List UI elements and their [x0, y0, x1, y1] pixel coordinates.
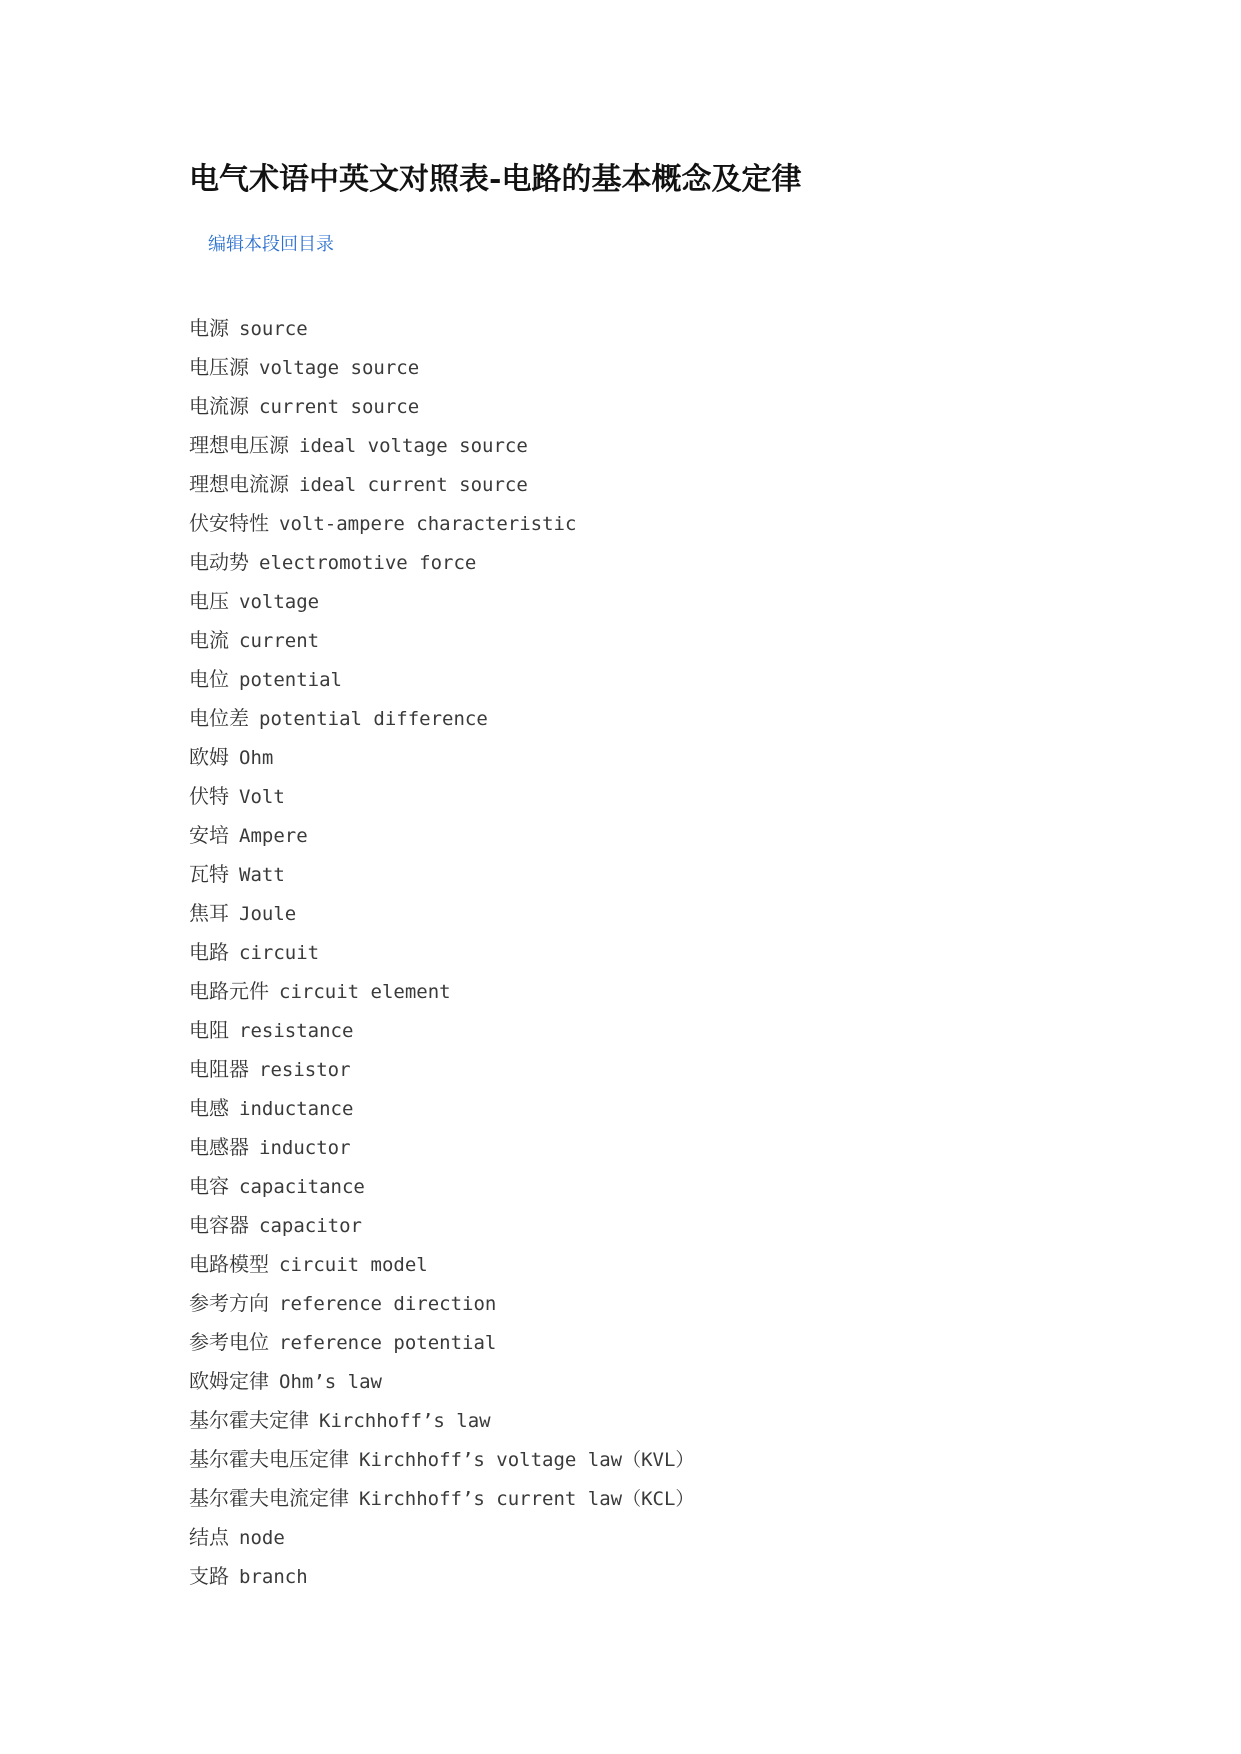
- term-chinese: 电路元件: [189, 979, 269, 1003]
- term-chinese: 电容器: [189, 1213, 249, 1237]
- term-row: [189, 777, 694, 816]
- term-row: [189, 1518, 694, 1557]
- term-chinese: 支路: [189, 1564, 229, 1588]
- term-english: potential: [239, 669, 342, 691]
- term-chinese: 电路: [189, 940, 229, 964]
- term-row: [189, 504, 694, 543]
- term-row: [189, 1479, 694, 1518]
- term-english: current: [239, 630, 320, 652]
- term-english: electromotive force: [259, 552, 477, 574]
- term-english: potential difference: [259, 708, 488, 730]
- term-row: [189, 1557, 694, 1596]
- term-english: capacitance: [239, 1176, 365, 1198]
- term-row: [189, 894, 694, 933]
- term-row: [189, 1167, 694, 1206]
- term-chinese: 电感器: [189, 1135, 249, 1159]
- term-chinese: 伏安特性: [189, 511, 269, 535]
- term-chinese: 电位: [189, 667, 229, 691]
- term-english: circuit model: [279, 1254, 428, 1276]
- term-chinese: 电源: [189, 316, 229, 340]
- term-english: Kirchhoff’s voltage law（KVL）: [359, 1449, 695, 1471]
- term-chinese: 电感: [189, 1096, 229, 1120]
- term-english: node: [239, 1527, 285, 1549]
- term-chinese: 理想电压源: [189, 433, 289, 457]
- term-row: [189, 1128, 694, 1167]
- term-row: [189, 1245, 694, 1284]
- term-chinese: 电流源: [189, 394, 249, 418]
- term-chinese: 电位差: [189, 706, 249, 730]
- term-english: resistance: [239, 1020, 354, 1042]
- term-english: circuit: [239, 942, 320, 964]
- term-english: Watt: [239, 864, 285, 886]
- term-row: [189, 738, 694, 777]
- term-english: voltage: [239, 591, 320, 613]
- term-row: [189, 348, 694, 387]
- edit-section-back-to-toc-link[interactable]: 编辑本段回目录: [208, 234, 334, 255]
- term-chinese: 电压: [189, 589, 229, 613]
- term-row: [189, 816, 694, 855]
- term-row: [189, 1050, 694, 1089]
- term-chinese: 电路模型: [189, 1252, 269, 1276]
- term-english: Ohm’s law: [279, 1371, 382, 1393]
- term-chinese: 焦耳: [189, 901, 229, 925]
- term-english: branch: [239, 1566, 308, 1588]
- term-english: Volt: [239, 786, 285, 808]
- term-chinese: 电流: [189, 628, 229, 652]
- term-chinese: 基尔霍夫电压定律: [189, 1447, 349, 1471]
- term-english: Kirchhoff’s law: [319, 1410, 491, 1432]
- term-row: [189, 309, 694, 348]
- term-english: inductor: [259, 1137, 351, 1159]
- term-row: [189, 426, 694, 465]
- term-row: [189, 1011, 694, 1050]
- term-row: [189, 1440, 694, 1479]
- term-chinese: 安培: [189, 823, 229, 847]
- term-chinese: 电阻: [189, 1018, 229, 1042]
- term-chinese: 瓦特: [189, 862, 229, 886]
- term-english: Ohm: [239, 747, 274, 769]
- term-english: voltage source: [259, 357, 420, 379]
- page-title: 电气术语中英文对照表-电路的基本概念及定律: [189, 162, 802, 197]
- term-chinese: 基尔霍夫定律: [189, 1408, 309, 1432]
- term-row: [189, 1362, 694, 1401]
- term-chinese: 电容: [189, 1174, 229, 1198]
- term-row: [189, 582, 694, 621]
- term-english: capacitor: [259, 1215, 362, 1237]
- term-english: circuit element: [279, 981, 451, 1003]
- term-row: [189, 1401, 694, 1440]
- term-chinese: 欧姆定律: [189, 1369, 269, 1393]
- term-english: Ampere: [239, 825, 308, 847]
- term-chinese: 电压源: [189, 355, 249, 379]
- term-chinese: 电动势: [189, 550, 249, 574]
- term-row: [189, 1206, 694, 1245]
- term-english: ideal current source: [299, 474, 528, 496]
- term-row: [189, 972, 694, 1011]
- term-row: [189, 933, 694, 972]
- term-row: [189, 1089, 694, 1128]
- term-chinese: 欧姆: [189, 745, 229, 769]
- term-row: [189, 621, 694, 660]
- term-english: Kirchhoff’s current law（KCL）: [359, 1488, 695, 1510]
- term-chinese: 结点: [189, 1525, 229, 1549]
- term-chinese: 电阻器: [189, 1057, 249, 1081]
- term-english: ideal voltage source: [299, 435, 528, 457]
- term-english: resistor: [259, 1059, 351, 1081]
- term-row: [189, 543, 694, 582]
- term-chinese: 参考方向: [189, 1291, 269, 1315]
- term-row: [189, 699, 694, 738]
- term-row: [189, 465, 694, 504]
- term-chinese: 基尔霍夫电流定律: [189, 1486, 349, 1510]
- term-chinese: 参考电位: [189, 1330, 269, 1354]
- term-english: volt-ampere characteristic: [279, 513, 577, 535]
- term-english: source: [239, 318, 308, 340]
- term-english: current source: [259, 396, 420, 418]
- term-chinese: 伏特: [189, 784, 229, 808]
- term-row: [189, 1284, 694, 1323]
- term-row: [189, 855, 694, 894]
- term-row: [189, 660, 694, 699]
- term-english: reference potential: [279, 1332, 497, 1354]
- term-list: [189, 309, 694, 1596]
- term-row: [189, 1323, 694, 1362]
- term-chinese: 理想电流源: [189, 472, 289, 496]
- term-english: reference direction: [279, 1293, 497, 1315]
- term-english: inductance: [239, 1098, 354, 1120]
- term-row: [189, 387, 694, 426]
- term-english: Joule: [239, 903, 297, 925]
